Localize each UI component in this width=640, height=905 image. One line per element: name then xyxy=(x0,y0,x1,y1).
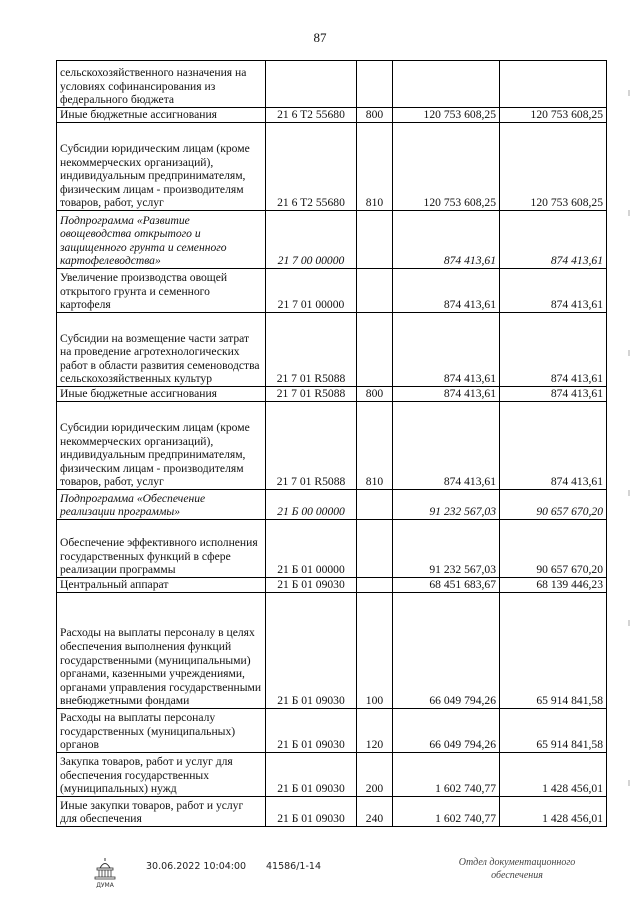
row-kind: 120 xyxy=(357,709,393,753)
table-row-subprogram xyxy=(57,211,607,269)
table-row xyxy=(57,61,607,108)
footer-department-line-1: Отдел документационного xyxy=(458,857,576,868)
row-name: Подпрограмма «Обеспечение реализации программы» xyxy=(57,490,266,520)
logo-text: ДУМА xyxy=(96,882,114,889)
row-amount-1: 120 753 608,25 xyxy=(393,123,500,211)
table-row xyxy=(57,269,607,313)
row-amount-1 xyxy=(393,61,500,108)
row-amount-2: 874 413,61 xyxy=(500,269,607,313)
row-amount-1: 68 451 683,67 xyxy=(393,578,500,593)
row-amount-1: 66 049 794,26 xyxy=(393,709,500,753)
row-amount-2: 1 428 456,01 xyxy=(500,797,607,827)
budget-table xyxy=(56,60,607,827)
row-code: 21 6 T2 55680 xyxy=(266,123,357,211)
table-row xyxy=(57,387,607,402)
row-kind: 100 xyxy=(357,593,393,709)
row-amount-2: 1 428 456,01 xyxy=(500,753,607,797)
table-row xyxy=(57,313,607,387)
row-amount-2: 65 914 841,58 xyxy=(500,709,607,753)
table-row xyxy=(57,753,607,797)
footer-department xyxy=(432,856,602,882)
row-name: Расходы на выплаты персоналу в целях обеспечения выполнения функций государственными (муниципальными) органами, казенными учреждениями, органами управления государственными внебюджетными фондами xyxy=(57,593,266,709)
row-amount-1: 120 753 608,25 xyxy=(393,108,500,123)
row-code: 21 7 01 R5088 xyxy=(266,402,357,490)
row-code: 21 Б 01 00000 xyxy=(266,520,357,578)
row-amount-1: 874 413,61 xyxy=(393,313,500,387)
row-amount-1: 1 602 740,77 xyxy=(393,753,500,797)
row-kind xyxy=(357,578,393,593)
row-code: 21 Б 00 00000 xyxy=(266,490,357,520)
row-amount-2: 65 914 841,58 xyxy=(500,593,607,709)
row-name: Иные бюджетные ассигнования xyxy=(57,108,266,123)
duma-building-logo-icon xyxy=(92,856,118,890)
row-kind: 240 xyxy=(357,797,393,827)
row-amount-2: 90 657 670,20 xyxy=(500,490,607,520)
footer xyxy=(0,856,640,896)
row-code: 21 7 00 00000 xyxy=(266,211,357,269)
row-name: Расходы на выплаты персоналу государственных (муниципальных) органов xyxy=(57,709,266,753)
table-row xyxy=(57,797,607,827)
row-kind xyxy=(357,520,393,578)
row-code: 21 Б 01 09030 xyxy=(266,797,357,827)
row-name: Субсидии юридическим лицам (кроме некоммерческих организаций), индивидуальным предпринимателям, физическим лицам - производителям товаров, работ, услуг xyxy=(57,123,266,211)
table-row xyxy=(57,402,607,490)
row-code: 21 7 01 00000 xyxy=(266,269,357,313)
row-amount-1: 66 049 794,26 xyxy=(393,593,500,709)
row-amount-1: 91 232 567,03 xyxy=(393,520,500,578)
row-kind xyxy=(357,313,393,387)
table-row xyxy=(57,123,607,211)
row-amount-2: 120 753 608,25 xyxy=(500,108,607,123)
row-kind: 800 xyxy=(357,387,393,402)
table-row xyxy=(57,709,607,753)
row-amount-1: 874 413,61 xyxy=(393,402,500,490)
row-name: Увеличение производства овощей открытого грунта и семенного картофеля xyxy=(57,269,266,313)
row-name: сельскохозяйственного назначения на условиях софинансирования из федерального бюджета xyxy=(57,61,266,108)
row-code: 21 Б 01 09030 xyxy=(266,578,357,593)
row-kind xyxy=(357,211,393,269)
row-kind xyxy=(357,61,393,108)
row-code: 21 6 T2 55680 xyxy=(266,108,357,123)
row-amount-1: 874 413,61 xyxy=(393,211,500,269)
row-kind: 810 xyxy=(357,123,393,211)
row-name: Закупка товаров, работ и услуг для обеспечения государственных (муниципальных) нужд xyxy=(57,753,266,797)
row-amount-2: 874 413,61 xyxy=(500,211,607,269)
row-name: Центральный аппарат xyxy=(57,578,266,593)
row-name: Субсидии юридическим лицам (кроме некоммерческих организаций), индивидуальным предпринимателям, физическим лицам - производителям товаров, работ, услуг xyxy=(57,402,266,490)
row-amount-1: 91 232 567,03 xyxy=(393,490,500,520)
row-kind: 810 xyxy=(357,402,393,490)
row-amount-2: 68 139 446,23 xyxy=(500,578,607,593)
footer-date: 30.06.2022 10:04:00 xyxy=(146,861,247,872)
row-name: Подпрограмма «Развитие овощеводства открытого и защищенного грунта и семенного картофелеводства» xyxy=(57,211,266,269)
row-code xyxy=(266,61,357,108)
table-row-subprogram xyxy=(57,490,607,520)
row-amount-1: 874 413,61 xyxy=(393,269,500,313)
page-number: 87 xyxy=(313,30,327,45)
row-code: 21 Б 01 09030 xyxy=(266,593,357,709)
row-amount-2: 874 413,61 xyxy=(500,387,607,402)
row-name: Субсидии на возмещение части затрат на проведение агротехнологических работ в области развития семеноводства сельскохозяйственных культур xyxy=(57,313,266,387)
row-kind: 800 xyxy=(357,108,393,123)
row-code: 21 Б 01 09030 xyxy=(266,709,357,753)
row-kind xyxy=(357,490,393,520)
row-code: 21 7 01 R5088 xyxy=(266,313,357,387)
row-code: 21 Б 01 09030 xyxy=(266,753,357,797)
footer-doc-number: 41586/1-14 xyxy=(266,861,321,872)
table-row xyxy=(57,578,607,593)
margin-tick-marks xyxy=(626,90,634,790)
row-code: 21 7 01 R5088 xyxy=(266,387,357,402)
row-name: Иные закупки товаров, работ и услуг для обеспечения xyxy=(57,797,266,827)
row-amount-2 xyxy=(500,61,607,108)
row-name: Иные бюджетные ассигнования xyxy=(57,387,266,402)
row-amount-2: 90 657 670,20 xyxy=(500,520,607,578)
footer-department-line-2: обеспечения xyxy=(491,870,543,881)
row-amount-1: 1 602 740,77 xyxy=(393,797,500,827)
row-name: Обеспечение эффективного исполнения государственных функций в сфере реализации программы xyxy=(57,520,266,578)
table-row xyxy=(57,108,607,123)
row-amount-1: 874 413,61 xyxy=(393,387,500,402)
row-amount-2: 874 413,61 xyxy=(500,313,607,387)
row-kind xyxy=(357,269,393,313)
table-row xyxy=(57,520,607,578)
row-amount-2: 874 413,61 xyxy=(500,402,607,490)
table-row xyxy=(57,593,607,709)
row-amount-2: 120 753 608,25 xyxy=(500,123,607,211)
row-kind: 200 xyxy=(357,753,393,797)
